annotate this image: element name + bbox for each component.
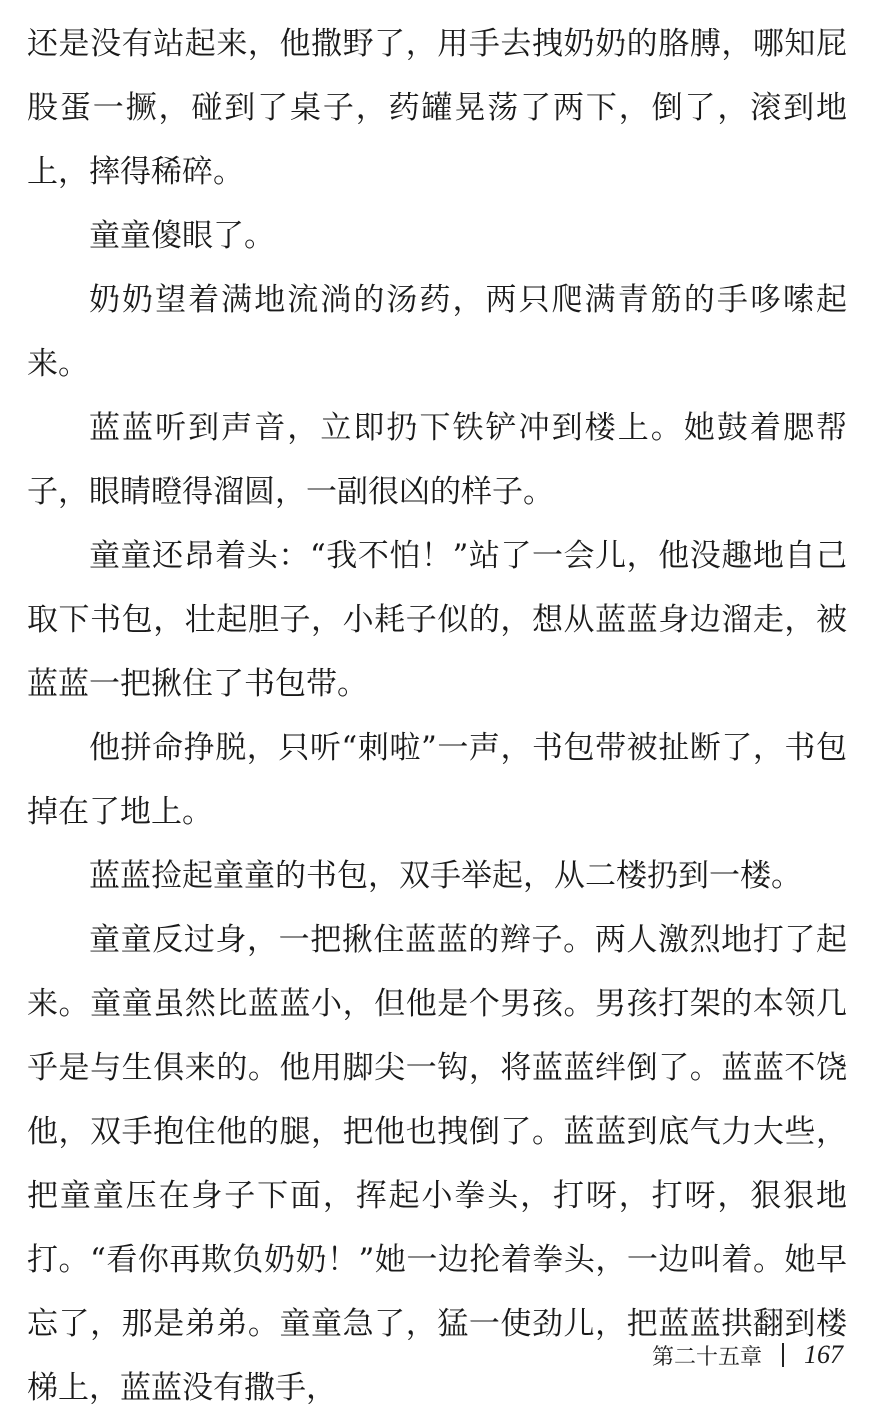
paragraph: 童童傻眼了。	[89, 218, 275, 254]
paragraph: 童童还昂着头：“我不怕！”站了一会儿，他没趣地自己取下书包，壮起胆子，小耗子似的，想从蓝蓝身边溜走，被蓝蓝一把揪住了书包带。	[27, 538, 847, 702]
footer-divider	[782, 1343, 784, 1367]
paragraph: 他拼命挣脱，只听“刺啦”一声，书包带被扯断了，书包掉在了地上。	[27, 730, 847, 830]
paragraph: 蓝蓝捡起童童的书包，双手举起，从二楼扔到一楼。	[89, 858, 802, 894]
page-footer	[652, 1335, 843, 1375]
page-number: 167	[804, 1340, 843, 1369]
paragraph: 奶奶望着满地流淌的汤药，两只爬满青筋的手哆嗦起来。	[27, 282, 847, 382]
paragraph: 童童反过身，一把揪住蓝蓝的辫子。两人激烈地打了起来。童童虽然比蓝蓝小，但他是个男孩。男孩打架的本领几乎是与生俱来的。他用脚尖一钩，将蓝蓝绊倒了。蓝蓝不饶他，双手抱住他的腿，把他也拽倒了。蓝蓝到底气力大些，把童童压在身子下面，挥起小拳头，打呀，打呀，狠狠地打。“看你再欺负奶奶！”她一边抡着拳头，一边叫着。她早忘了，那是弟弟。童童急了，猛一使劲儿，把蓝蓝拱翻到楼梯上，蓝蓝没有撒手，	[27, 922, 847, 1406]
paragraph: 还是没有站起来，他撒野了，用手去拽奶奶的胳膊，哪知屁股蛋一撅，碰到了桌子，药罐晃荡了两下，倒了，滚到地上，摔得稀碎。	[27, 26, 847, 190]
body-text	[27, 12, 847, 1420]
chapter-label: 第二十五章	[651, 1344, 762, 1370]
paragraph: 蓝蓝听到声音，立即扔下铁铲冲到楼上。她鼓着腮帮子，眼睛瞪得溜圆，一副很凶的样子。	[27, 410, 847, 510]
